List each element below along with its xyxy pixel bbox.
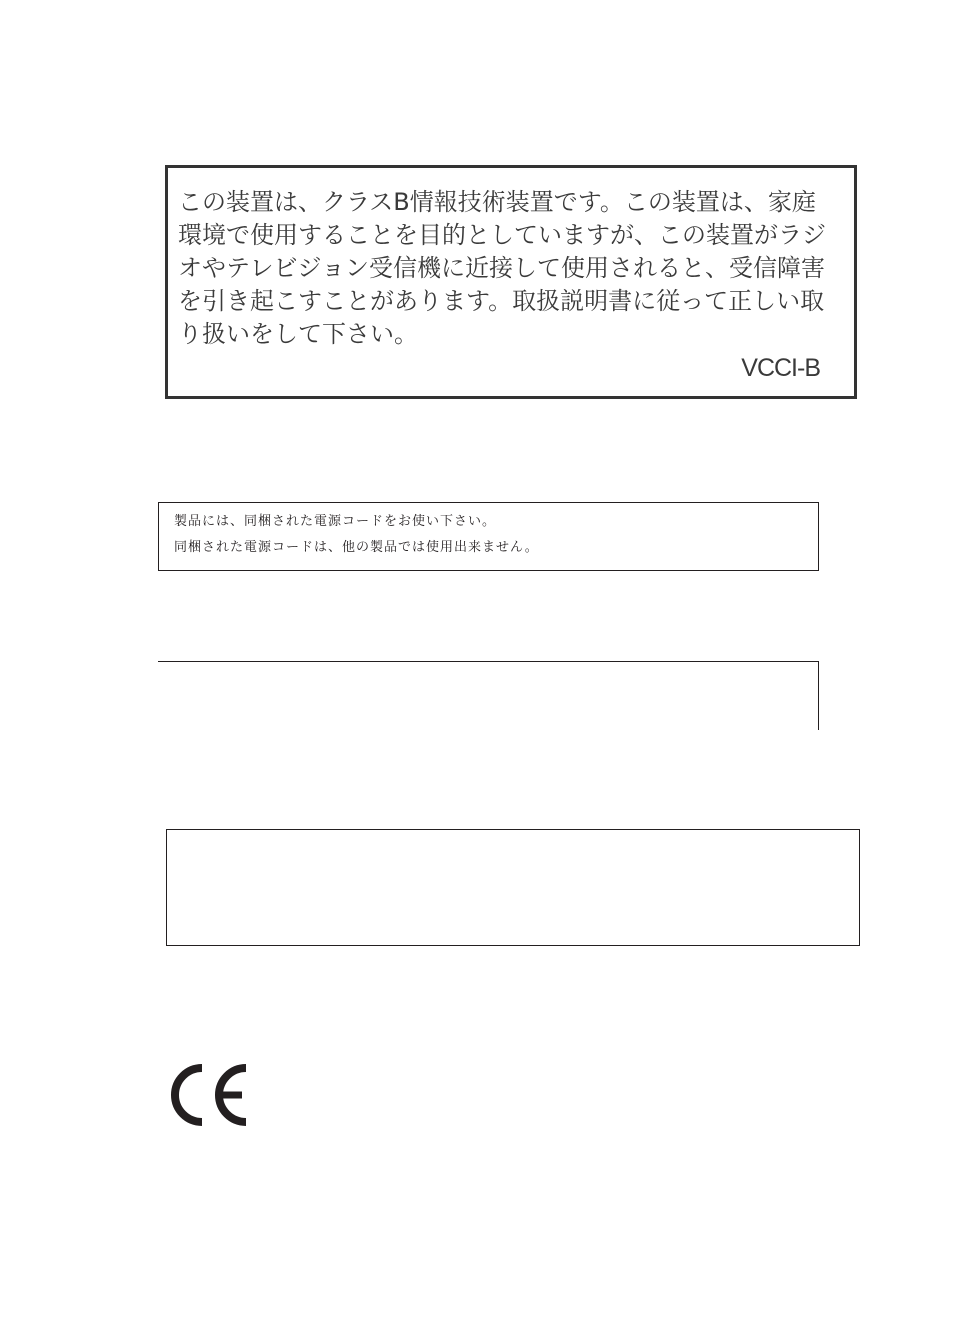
power-cord-notice-line-1: 製品には、同梱された電源コードをお使い下さい。 [174, 514, 497, 529]
empty-notice-box [166, 829, 860, 946]
ce-mark-icon [168, 1064, 250, 1126]
ce-mark-c [175, 1068, 202, 1122]
vcci-b-label: VCCI-B [741, 354, 820, 382]
partial-notice-box [158, 661, 819, 730]
power-cord-notice-line-2: 同梱された電源コードは、他の製品では使用出来ません。 [174, 540, 539, 555]
power-cord-notice-box [158, 502, 819, 571]
vcci-notice-text: この装置は、クラスB情報技術装置です。この装置は、家庭環境で使用することを目的としていますが、この装置がラジオやテレビジョン受信機に近接して使用されると、受信障害を引き起こすことがあります。取扱説明書に従って正しい取り扱いをして下さい。 [178, 188, 826, 348]
vcci-notice-box [165, 165, 857, 399]
